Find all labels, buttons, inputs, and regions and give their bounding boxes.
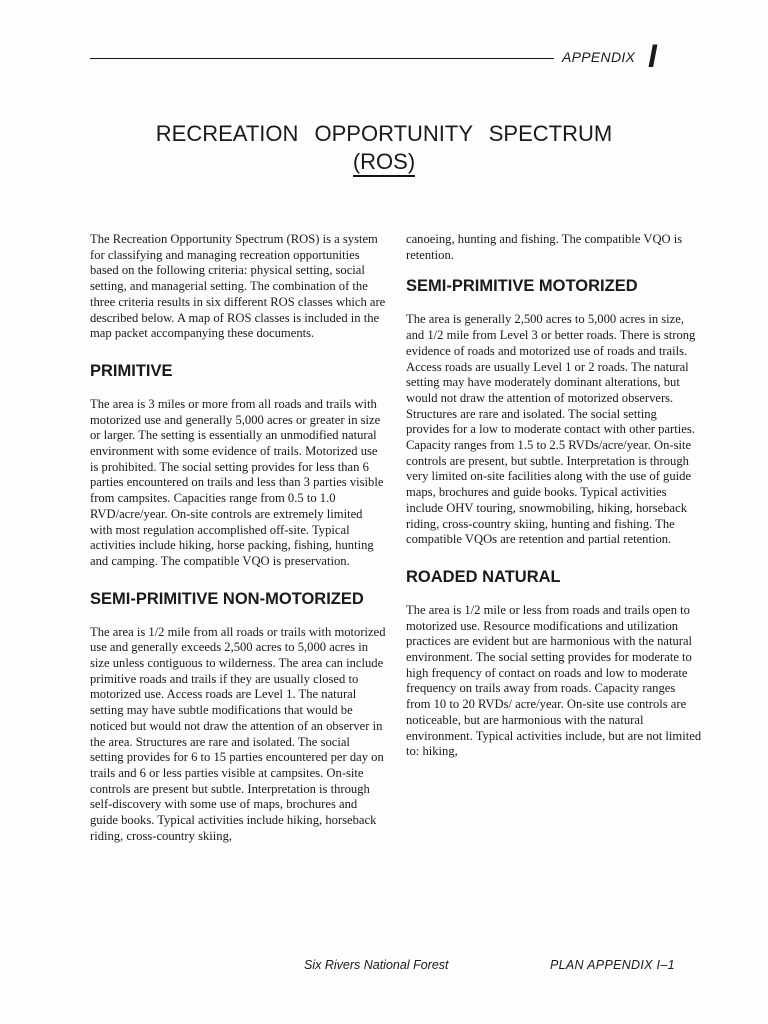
spnm-heading: SEMI-PRIMITIVE NON-MOTORIZED [90, 589, 364, 608]
roaded-natural-paragraph: The area is 1/2 mile or less from roads and trails open to motorized use. Resource modifications and utilization practices are evident but are harmonious with the natural environment. The social setting provides for moderate to high frequency of contact on roads and low to moderate frequency on trails away from roads. Capacity ranges from 10 to 20 RVDs/ acre/year. On-site use controls are noticeable, but are harmonious with the natural environment. Typical activities include, but are not limited to: hiking, [406, 602, 702, 759]
continuation-paragraph: canoeing, hunting and fishing. The compatible VQO is retention. [406, 232, 683, 262]
left-column [90, 232, 386, 845]
primitive-paragraph: The area is 3 miles or more from all roads and trails with motorized use and generally 5,000 acres or greater in size or larger. The setting is essentially an unmodified natural environment with some evidence of trails. Motorized use is prohibited. The social setting provides for less than 6 parties encountered on trails and less than 3 parties visible from campsites. Capacities range from 0.5 to 1.0 RVD/acre/year. On-site controls are extremely limited with most regulation accomplished off-site. Typical activities include hiking, horse packing, fishing, hunting and camping. The compatible VQO is preservation. [90, 396, 384, 568]
header-appendix-label: APPENDIX [562, 49, 636, 65]
spm-heading: SEMI-PRIMITIVE MOTORIZED [406, 277, 638, 296]
page-title [0, 120, 768, 177]
primitive-heading: PRIMITIVE [90, 361, 173, 380]
spnm-paragraph: The area is 1/2 mile from all roads or trails with motorized use and generally exceeds 2,500 acres to 5,000 acres in size unless contiguous to wilderness. The area can include primitive roads and trails if they are usually closed to motorized use. Access roads are Level 1. The natural setting may have subtle modifications that would be noticed but would not draw the attention of an observer in the area. Structures are rare and isolated. The social setting provides for 6 to 15 parties encountered per day on trails and 6 or less parties visible at campsites. On-site controls are present but subtle. Interpretation is through self-discovery with some use of maps, brochures and guide books. Typical activities include hiking, horseback riding, cross-country skiing, [90, 624, 386, 843]
title-line-2: (ROS) [353, 149, 415, 177]
title-line-1: RECREATION OPPORTUNITY SPECTRUM [155, 121, 613, 146]
spm-paragraph: The area is generally 2,500 acres to 5,000 acres in size, and 1/2 mile from Level 3 or better roads. There is strong evidence of roads and motorized use of roads and trails. Access roads are usually Level 1 or 2 roads. The natural setting may have moderately dominant alterations, but would not draw the attention of motorized observers. Structures are rare and isolated. The social setting provides for a low to moderate contact with other parties. Capacity ranges from 1.5 to 2.5 RVDs/acre/year. On-site controls are present, but subtle. Interpretation is through very limited on-site facilities along with the use of guide maps, brochures and guide books. Typical activities include OHV touring, snowmobiling, hiking, horseback riding, cross-country skiing, hunting and fishing. The compatible VQOs are retention and partial retention. [406, 312, 696, 547]
intro-paragraph: The Recreation Opportunity Spectrum (ROS) is a system for classifying and managing recreation opportunities based on the following criteria: physical setting, social setting, and managerial setting. The combination of the three criteria results in six different ROS classes which are described below. A map of ROS classes is included in the map packet accompanying these documents. [90, 232, 386, 341]
right-column [406, 232, 702, 760]
roaded-natural-heading: ROADED NATURAL [406, 567, 561, 586]
header-appendix-mark: I [648, 38, 657, 74]
header-rule [90, 58, 554, 59]
footer-forest-name: Six Rivers National Forest [304, 958, 449, 972]
footer-page-label: PLAN APPENDIX I–1 [550, 958, 675, 972]
